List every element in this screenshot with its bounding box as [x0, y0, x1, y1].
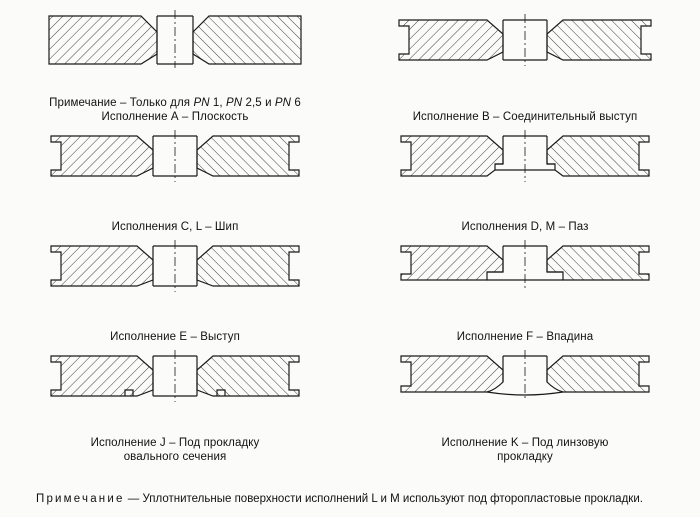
caption-text-j2: овального сечения — [123, 451, 227, 463]
footer-note-label: Примечание — [36, 493, 125, 505]
figure-cell-f — [350, 236, 700, 346]
flange-drawing-f — [391, 236, 659, 302]
note-a: Примечание – Только для PN 1, PN 2,5 и PN 6 — [49, 97, 301, 109]
caption-k — [350, 436, 700, 464]
caption-f — [350, 330, 700, 344]
flange-drawing-e — [41, 236, 309, 302]
caption-text-cl: Исполнения C, L – Шип — [111, 221, 239, 233]
figure-cell-a — [0, 8, 350, 126]
figure-cell-dm — [350, 126, 700, 236]
flange-drawing-a — [41, 8, 309, 70]
caption-text-b: Исполнение B – Соединительный выступ — [412, 111, 638, 123]
caption-text-e: Исполнение E – Выступ — [110, 331, 240, 343]
figure-cell-k — [350, 346, 700, 466]
flange-drawing-dm — [391, 126, 659, 192]
caption-text-dm: Исполнения D, M – Паз — [461, 221, 589, 233]
caption-text-k2: прокладку — [497, 451, 553, 463]
caption-cl — [0, 220, 350, 234]
caption-a — [0, 96, 350, 124]
caption-text-k: Исполнение K – Под линзовую — [441, 437, 609, 449]
footer-note — [36, 491, 680, 507]
caption-j — [0, 436, 350, 464]
flange-drawing-cl — [41, 126, 309, 192]
footer-note-text: — Уплотнительные поверхности исполнений L и M используют под фторопластовые прокладки. — [124, 493, 643, 505]
caption-dm — [350, 220, 700, 234]
caption-text-a: Исполнение А – Плоскость — [101, 111, 249, 123]
figure-cell-b — [350, 8, 700, 126]
figure-grid — [0, 8, 700, 466]
flange-drawing-j — [41, 346, 309, 416]
flange-drawing-k — [391, 346, 659, 416]
figure-cell-j — [0, 346, 350, 466]
figure-cell-cl — [0, 126, 350, 236]
caption-text-f: Исполнение F – Впадина — [456, 331, 594, 343]
caption-text-j: Исполнение J – Под прокладку — [90, 437, 260, 449]
caption-e — [0, 330, 350, 344]
flange-drawing-b — [391, 8, 659, 70]
caption-b — [350, 110, 700, 124]
figure-cell-e — [0, 236, 350, 346]
